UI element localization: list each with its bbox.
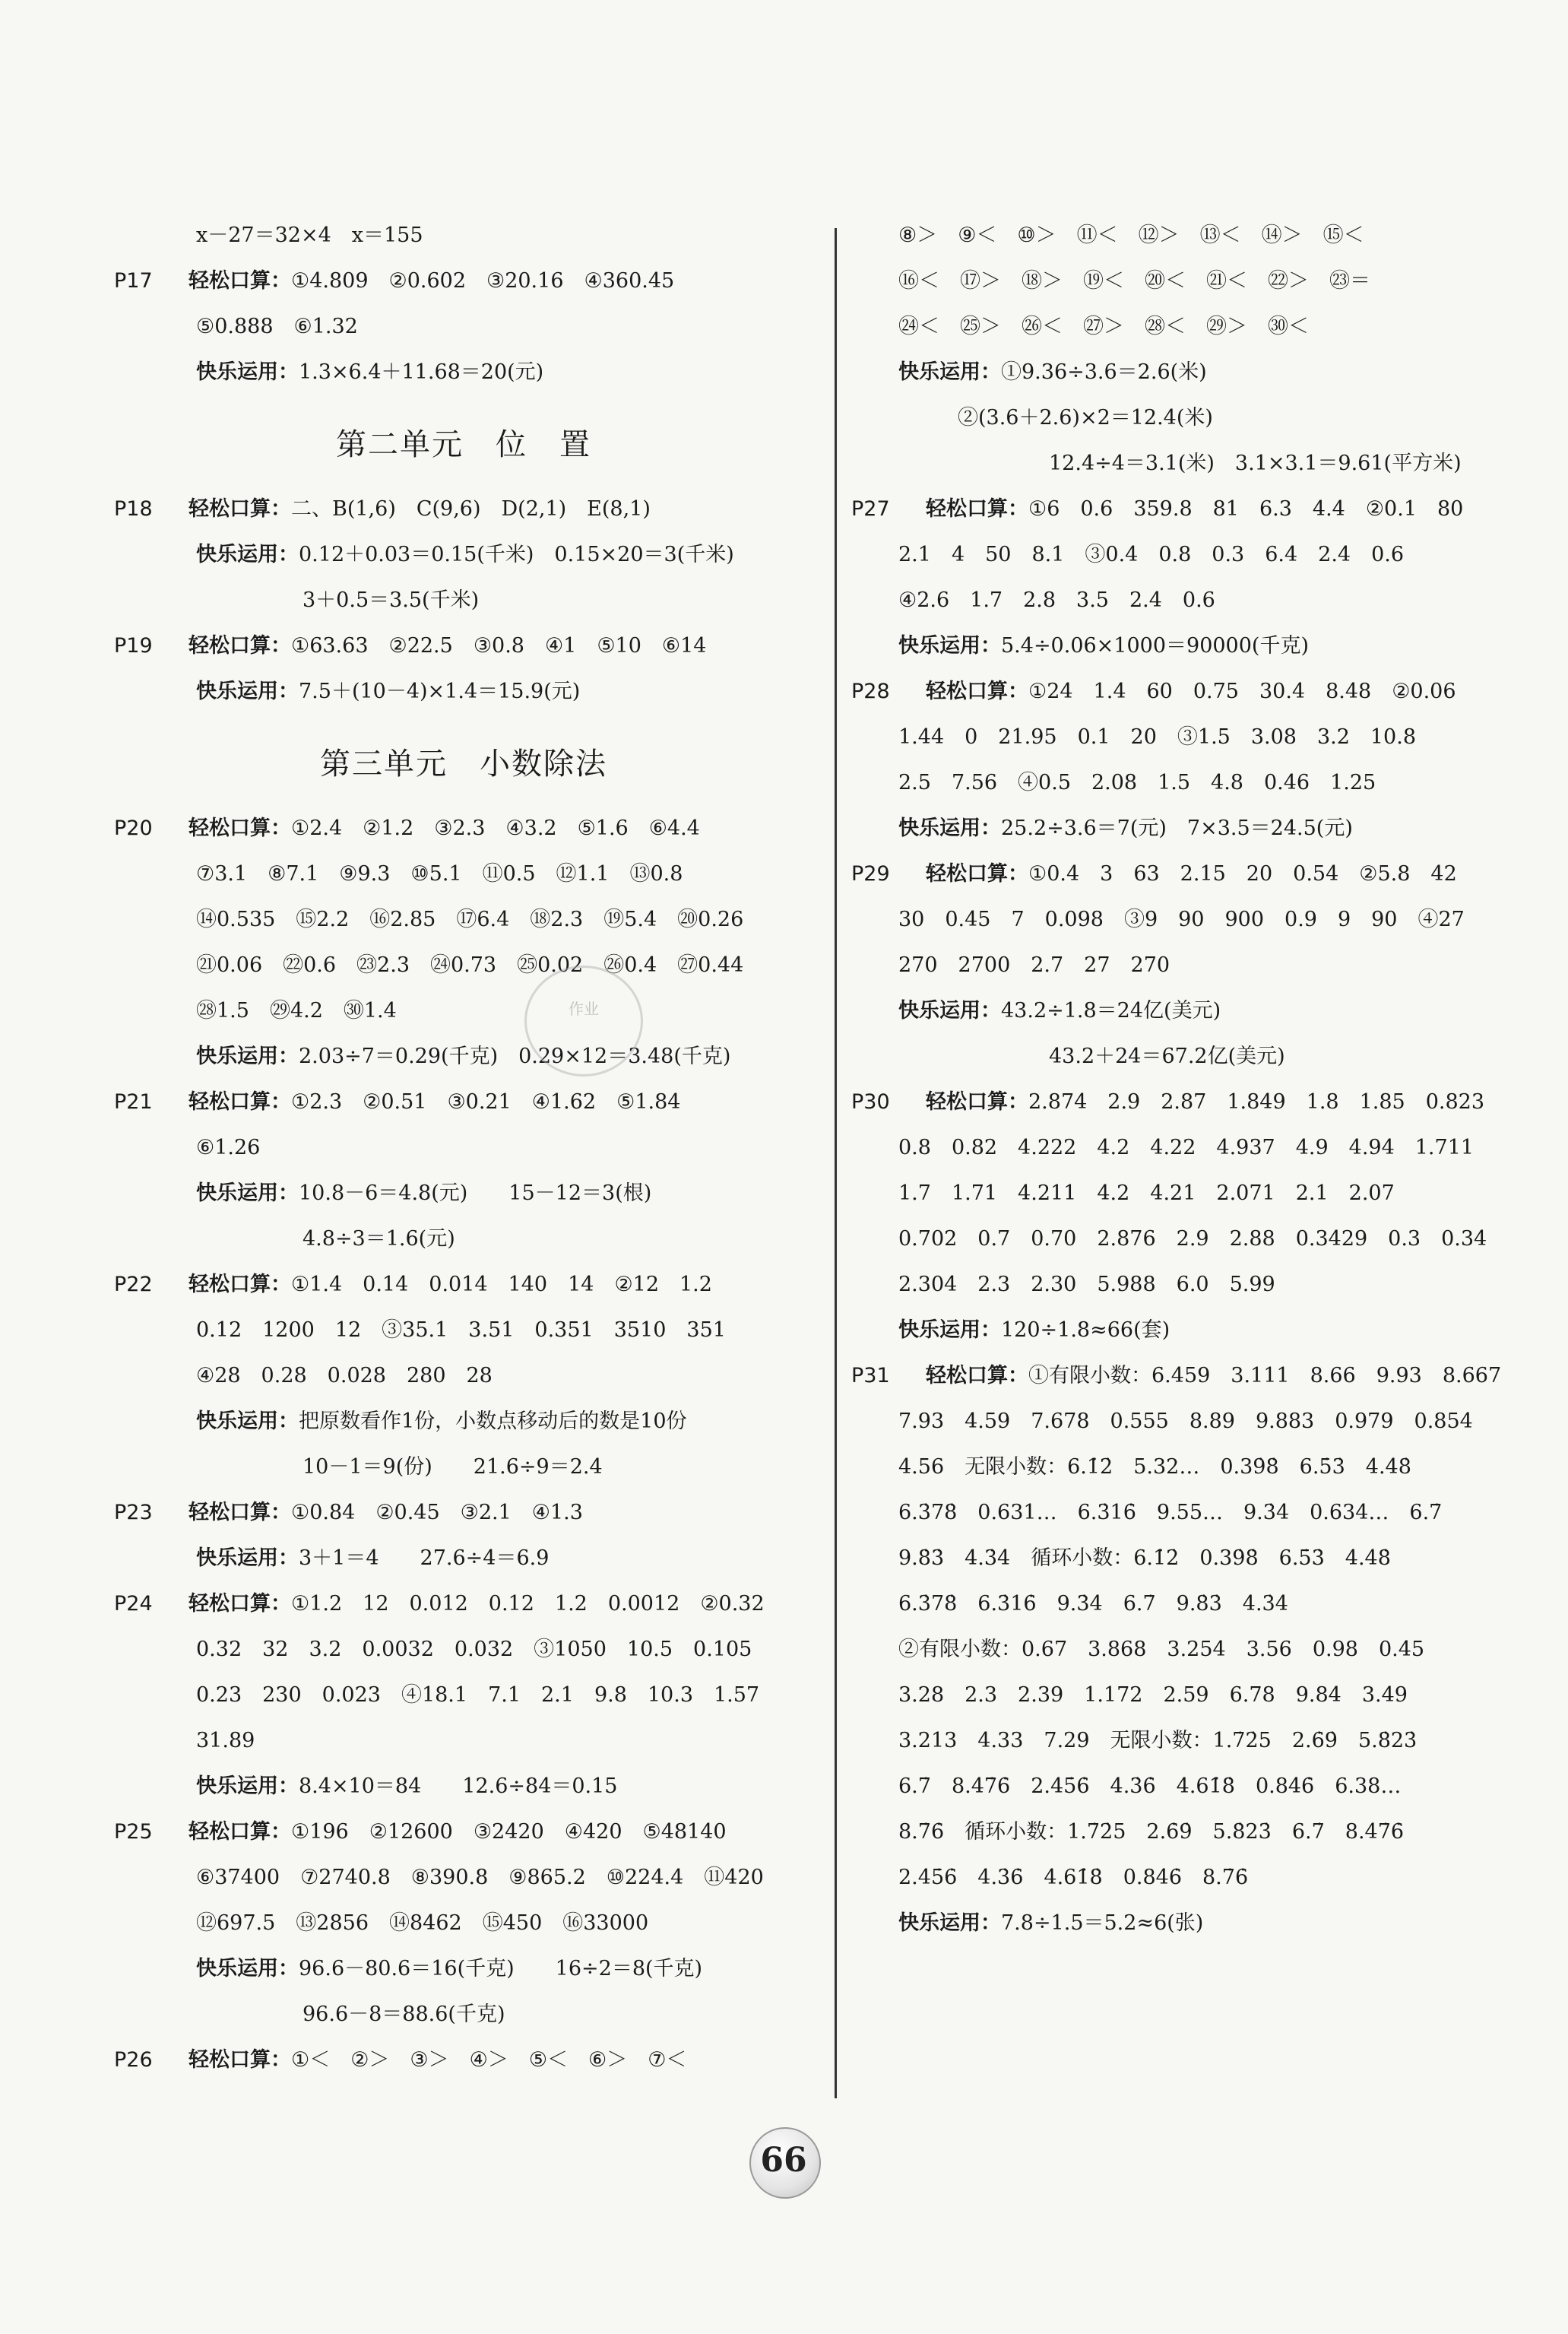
answer-line: [851, 441, 1535, 487]
answer-line: [851, 1536, 1535, 1581]
answer-line: [114, 1080, 813, 1125]
page-ref: P23: [114, 1501, 153, 1524]
answer-line: [851, 669, 1535, 715]
answer-text: 2.1 4 50 8.1 ③0.4 0.8 0.3 6.4 2.4 0.6: [898, 543, 1405, 566]
answer-line: [114, 1262, 813, 1308]
answer-line: [114, 1034, 813, 1080]
answer-line: [851, 1034, 1535, 1080]
answer-line: [851, 1308, 1535, 1353]
answer-text: ①196 ②12600 ③2420 ④420 ⑤48140: [291, 1820, 727, 1844]
answer-line: [851, 1444, 1535, 1490]
answer-line: [851, 395, 1535, 441]
answer-line: [114, 1536, 813, 1581]
page-ref: P21: [114, 1090, 153, 1114]
answer-line: [851, 1399, 1535, 1444]
answer-text: ①6 0.6 359.8 81 6.3 4.4 ②0.1 80: [1028, 497, 1464, 521]
answer-line: [114, 258, 813, 304]
answer-line: [114, 1809, 813, 1855]
answer-line: [114, 2037, 813, 2083]
answer-line: [114, 1581, 813, 1627]
section-label: 轻松口算：: [188, 1592, 291, 1616]
answer-line: [114, 1308, 813, 1353]
answer-text: 二、B(1,6) C(9,6) D(2,1) E(8,1): [291, 497, 651, 521]
answer-line: [114, 1718, 813, 1764]
answer-line: [851, 943, 1535, 988]
answer-text: 4.56 无限小数：6.1̇2̇ 5.32… 0.39̇8̇ 6.5̇3̇ 4.4̇8̇: [898, 1455, 1411, 1479]
section-label: 轻松口算：: [188, 269, 291, 293]
answer-line: [851, 897, 1535, 943]
answer-line: [851, 1216, 1535, 1262]
answer-text: 43.2÷1.8＝24亿(美元): [1001, 999, 1221, 1023]
answer-line: [114, 897, 813, 943]
answer-text: ⑫697.5 ⑬2856 ⑭8462 ⑮450 ⑯33000: [196, 1911, 649, 1935]
answer-line: [114, 1171, 813, 1216]
answer-text: 2.304 2.3 2.30 5.988 6.0 5.99: [898, 1273, 1275, 1296]
answer-line: [114, 1946, 813, 1992]
section-label: 快乐运用：: [196, 360, 299, 384]
answer-line: [851, 1855, 1535, 1901]
section-label: 快乐运用：: [196, 1774, 299, 1798]
answer-line: [851, 1673, 1535, 1718]
section-label: 快乐运用：: [898, 817, 1001, 840]
answer-text: ④28 0.28 0.028 280 28: [196, 1364, 493, 1387]
answer-text: 10.8－6＝4.8(元) 15－12＝3(根): [299, 1181, 652, 1205]
section-label: 轻松口算：: [188, 634, 291, 658]
answer-text: 6.3̇78̇ 6.3̇16̇ 9.3̇4̇ 6.7̇ 9.8̇3̇ 4.3̇4̇: [898, 1592, 1288, 1616]
answer-line: [114, 1216, 813, 1262]
answer-text: 4.8÷3＝1.6(元): [303, 1227, 455, 1251]
page-ref: P25: [114, 1820, 153, 1844]
answer-text: ①1.2 12 0.012 0.12 1.2 0.0012 ②0.32: [291, 1592, 765, 1616]
answer-line: [851, 1080, 1535, 1125]
answer-text: 1.3×6.4＋11.68＝20(元): [299, 360, 544, 384]
answer-text: 0.12 1200 12 ③35.1 3.51 0.351 3510 351: [196, 1318, 726, 1342]
answer-line: [851, 1171, 1535, 1216]
answer-line: [114, 1855, 813, 1901]
answer-text: 6.3̇78̇ 0.631… 6.3̇16̇ 9.55… 9.3̇4̇ 0.634… 6.7̇: [898, 1501, 1443, 1524]
section-label: 快乐运用：: [196, 680, 299, 703]
answer-text: ㉑0.06 ㉒0.6 ㉓2.3 ㉔0.73 ㉕0.02 ㉖0.4 ㉗0.44: [196, 953, 744, 977]
answer-text: ①63.63 ②22.5 ③0.8 ④1 ⑤10 ⑥14: [291, 634, 707, 658]
page-number-badge: [742, 2114, 825, 2205]
answer-text: 25.2÷3.6＝7(元) 7×3.5＝24.5(元): [1001, 817, 1353, 840]
answer-line: [851, 1901, 1535, 1946]
answer-text: 96.6－80.6＝16(千克) 16÷2＝8(千克): [299, 1957, 703, 1980]
answer-line: [851, 1627, 1535, 1673]
answer-text: ②有限小数：0.67 3.868 3.254 3.56 0.98 0.45: [898, 1638, 1425, 1661]
answer-line: [851, 1353, 1535, 1399]
answer-line: [851, 258, 1535, 304]
section-label: 快乐运用：: [196, 1546, 299, 1570]
page-ref: P26: [114, 2048, 153, 2072]
section-label: 轻松口算：: [188, 817, 291, 840]
section-label: 轻松口算：: [926, 862, 1028, 886]
answer-line: [114, 487, 813, 532]
answer-line: [114, 1444, 813, 1490]
section-label: 轻松口算：: [188, 1090, 291, 1114]
unit-heading: 第二单元 位 置: [336, 427, 591, 462]
answer-text: 2.5 7.56 ④0.5 2.08 1.5 4.8 0.46 1.25: [898, 771, 1376, 794]
answer-line: [114, 304, 813, 350]
answer-line: [114, 1901, 813, 1946]
answer-text: x－27＝32×4 x＝155: [196, 224, 423, 247]
answer-text: ⑯＜ ⑰＞ ⑱＞ ⑲＜ ⑳＜ ㉑＜ ㉒＞ ㉓＝: [898, 269, 1370, 293]
section-label: 轻松口算：: [926, 497, 1028, 521]
answer-line: [851, 1581, 1535, 1627]
section-label: 快乐运用：: [196, 1181, 299, 1205]
answer-text: 3＋0.5＝3.5(千米): [303, 588, 480, 612]
answer-line: [851, 1809, 1535, 1855]
answer-line: [851, 715, 1535, 760]
answer-text: ①1.4 0.14 0.014 140 14 ②12 1.2: [291, 1273, 712, 1296]
answer-line: [851, 487, 1535, 532]
stamp-text: 作业: [569, 1000, 599, 1018]
unit-heading: 第三单元 小数除法: [320, 747, 607, 782]
answer-text: 1.44 0 21.95 0.1 20 ③1.5 3.08 3.2 10.8: [898, 725, 1416, 749]
answer-text: 7.5＋(10－4)×1.4＝15.9(元): [299, 680, 581, 703]
answer-text: 3.213 4.33 7.29 无限小数：1.7̇2̇5 2.6̇9̇ 5.8̇23̇: [898, 1729, 1418, 1752]
answer-text: 3＋1＝4 27.6÷4＝6.9: [299, 1546, 550, 1570]
page-number: 66: [760, 2141, 807, 2180]
answer-line: [851, 760, 1535, 806]
answer-line: [114, 851, 813, 897]
answer-line: [114, 988, 813, 1034]
answer-text: 9.8̇3̇ 4.3̇4̇ 循环小数：6.1̇2̇ 0.39̇8̇ 6.5̇3̇ 4.4̇8̇: [898, 1546, 1391, 1570]
answer-text: ①有限小数：6.459 3.111 8.66 9.93 8.667: [1028, 1364, 1502, 1387]
answer-text: 0.8 0.82 4.222 4.2 4.22 4.937 4.9 4.94 1.711: [898, 1136, 1475, 1159]
left-column: [114, 213, 813, 2083]
answer-text: ⑥37400 ⑦2740.8 ⑧390.8 ⑨865.2 ⑩224.4 ⑪420: [196, 1866, 764, 1889]
answer-text: 1.7 1.71 4.211 4.2 4.21 2.071 2.1 2.07: [898, 1181, 1395, 1205]
answer-line: [114, 578, 813, 623]
answer-line: [851, 1718, 1535, 1764]
answer-line: [851, 350, 1535, 395]
answer-text: ①24 1.4 60 0.75 30.4 8.48 ②0.06: [1028, 680, 1456, 703]
answer-line: [851, 806, 1535, 851]
section-label: 快乐运用：: [196, 1957, 299, 1980]
section-label: 快乐运用：: [898, 1318, 1001, 1342]
page-ref: P27: [851, 497, 890, 521]
answer-text: ⑭0.535 ⑮2.2 ⑯2.85 ⑰6.4 ⑱2.3 ⑲5.4 ⑳0.26: [196, 908, 744, 931]
answer-text: ①4.809 ②0.602 ③20.16 ④360.45: [291, 269, 675, 293]
page-ref: P17: [114, 269, 153, 293]
answer-text: 12.4÷4＝3.1(米) 3.1×3.1＝9.61(平方米): [1049, 452, 1462, 475]
page-ref: P28: [851, 680, 890, 703]
answer-line: [114, 1490, 813, 1536]
answer-text: ①＜ ②＞ ③＞ ④＞ ⑤＜ ⑥＞ ⑦＜: [291, 2048, 687, 2072]
answer-line: [851, 988, 1535, 1034]
answer-text: ①0.84 ②0.45 ③2.1 ④1.3: [291, 1501, 583, 1524]
section-label: 轻松口算：: [188, 1820, 291, 1844]
answer-text: 8.4×10＝84 12.6÷84＝0.15: [299, 1774, 618, 1798]
answer-line: [114, 1399, 813, 1444]
answer-line: [114, 1673, 813, 1718]
answer-line: [851, 851, 1535, 897]
answer-line: [851, 213, 1535, 258]
answer-line: [851, 1764, 1535, 1809]
page-ref: P30: [851, 1090, 890, 1114]
answer-line: [114, 350, 813, 395]
answer-line: [851, 1262, 1535, 1308]
section-label: 快乐运用：: [898, 634, 1001, 658]
answer-line: [851, 623, 1535, 669]
page-ref: P19: [114, 634, 153, 658]
answer-line: [114, 806, 813, 851]
answer-line: [851, 304, 1535, 350]
page-ref: P24: [114, 1592, 153, 1616]
answer-text: 120÷1.8≈66(套): [1001, 1318, 1170, 1342]
page-ref: P29: [851, 862, 890, 886]
answer-line: [114, 532, 813, 578]
answer-text: ⑤0.888 ⑥1.32: [196, 315, 358, 338]
section-label: 轻松口算：: [188, 1273, 291, 1296]
page-ref: P31: [851, 1364, 890, 1387]
answer-text: 30 0.45 7 0.098 ③9 90 900 0.9 9 90 ④27: [898, 908, 1465, 931]
answer-text: 0.12＋0.03＝0.15(千米) 0.15×20＝3(千米): [299, 543, 734, 566]
answer-line: [851, 578, 1535, 623]
answer-text: 7.8÷1.5＝5.2≈6(张): [1001, 1911, 1204, 1935]
section-label: 快乐运用：: [196, 543, 299, 566]
section-label: 轻松口算：: [926, 1364, 1028, 1387]
answer-line: [114, 1627, 813, 1673]
answer-text: 0.702 0.7 0.70 2.876 2.9 2.88 0.3429 0.3 0.34: [898, 1227, 1487, 1251]
answer-text: 0.23 230 0.023 ④18.1 7.1 2.1 9.8 10.3 1.57: [196, 1683, 760, 1707]
answer-text: ㉘1.5 ㉙4.2 ㉚1.4: [196, 999, 397, 1023]
page-ref: P22: [114, 1273, 153, 1296]
answer-text: 2.874 2.9 2.87 1.849 1.8 1.85 0.823: [1028, 1090, 1484, 1114]
answer-text: 10－1＝9(份) 21.6÷9＝2.4: [303, 1455, 603, 1479]
answer-line: [851, 1125, 1535, 1171]
answer-text: 2.03÷7＝0.29(千克) 0.29×12＝3.48(千克): [299, 1045, 731, 1068]
answer-text: 2.45̇6̇ 4.3̇6̇ 4.61̇8̇ 0.84̇6̇ 8.7̇6̇: [898, 1866, 1249, 1889]
answer-text: ①0.4 3 63 2.15 20 0.54 ②5.8 42: [1028, 862, 1457, 886]
section-label: 轻松口算：: [926, 1090, 1028, 1114]
answer-text: ①9.36÷3.6＝2.6(米): [1001, 360, 1207, 384]
answer-text: ⑦3.1 ⑧7.1 ⑨9.3 ⑩5.1 ⑪0.5 ⑫1.1 ⑬0.8: [196, 862, 683, 886]
answer-text: 3.28 2.3 2.39 1.172 2.59 6.78 9.84 3.49: [898, 1683, 1408, 1707]
answer-text: ①2.4 ②1.2 ③2.3 ④3.2 ⑤1.6 ⑥4.4: [291, 817, 700, 840]
answer-text: 5.4÷0.06×1000＝90000(千克): [1001, 634, 1309, 658]
answer-line: [114, 943, 813, 988]
answer-line: [114, 669, 813, 715]
answer-line: [851, 1490, 1535, 1536]
page-ref: P20: [114, 817, 153, 840]
column-divider: [835, 228, 837, 2098]
section-label: 轻松口算：: [188, 2048, 291, 2072]
answer-text: ④2.6 1.7 2.8 3.5 2.4 0.6: [898, 588, 1215, 612]
answer-line: [114, 1353, 813, 1399]
right-column: [851, 213, 1535, 1946]
answer-line: [114, 213, 813, 258]
answer-line: [851, 532, 1535, 578]
section-label: 快乐运用：: [196, 1410, 299, 1433]
answer-text: 把原数看作1份，小数点移动后的数是10份: [299, 1410, 687, 1433]
answer-text: 270 2700 2.7 27 270: [898, 953, 1170, 977]
section-label: 轻松口算：: [188, 497, 291, 521]
section-label: 轻松口算：: [188, 1501, 291, 1524]
answer-text: 0.32 32 3.2 0.0032 0.032 ③1050 10.5 0.105: [196, 1638, 752, 1661]
section-label: 快乐运用：: [898, 360, 1001, 384]
answer-text: 43.2＋24＝67.2亿(美元): [1049, 1045, 1285, 1068]
section-label: 轻松口算：: [926, 680, 1028, 703]
answer-text: 31.89: [196, 1729, 255, 1752]
section-label: 快乐运用：: [898, 1911, 1001, 1935]
stamp-watermark: [524, 966, 643, 1077]
section-label: 快乐运用：: [196, 1045, 299, 1068]
answer-text: 8.7̇6̇ 循环小数：1.7̇2̇5 2.6̇9̇ 5.8̇23̇ 6.7̇ 8.47̇6̇: [898, 1820, 1405, 1844]
answer-text: 96.6－8＝88.6(千克): [303, 2003, 505, 2026]
page-ref: P18: [114, 497, 153, 521]
answer-line: [114, 1764, 813, 1809]
answer-line: [114, 1992, 813, 2037]
answer-text: ㉔＜ ㉕＞ ㉖＜ ㉗＞ ㉘＜ ㉙＞ ㉚＜: [898, 315, 1309, 338]
answer-text: ⑥1.26: [196, 1136, 261, 1159]
answer-text: ②(3.6＋2.6)×2＝12.4(米): [958, 406, 1213, 430]
answer-line: [114, 1125, 813, 1171]
answer-text: 7.93 4.59 7.678 0.555 8.89 9.883 0.979 0.854: [898, 1410, 1473, 1433]
section-label: 快乐运用：: [898, 999, 1001, 1023]
answer-text: 6.7̇ 8.47̇6̇ 2.45̇6̇ 4.3̇6̇ 4.61̇8̇ 0.84̇6̇ 6.38…: [898, 1774, 1402, 1798]
answer-text: ①2.3 ②0.51 ③0.21 ④1.62 ⑤1.84: [291, 1090, 681, 1114]
answer-line: [114, 623, 813, 669]
answer-text: ⑧＞ ⑨＜ ⑩＞ ⑪＜ ⑫＞ ⑬＜ ⑭＞ ⑮＜: [898, 224, 1364, 247]
